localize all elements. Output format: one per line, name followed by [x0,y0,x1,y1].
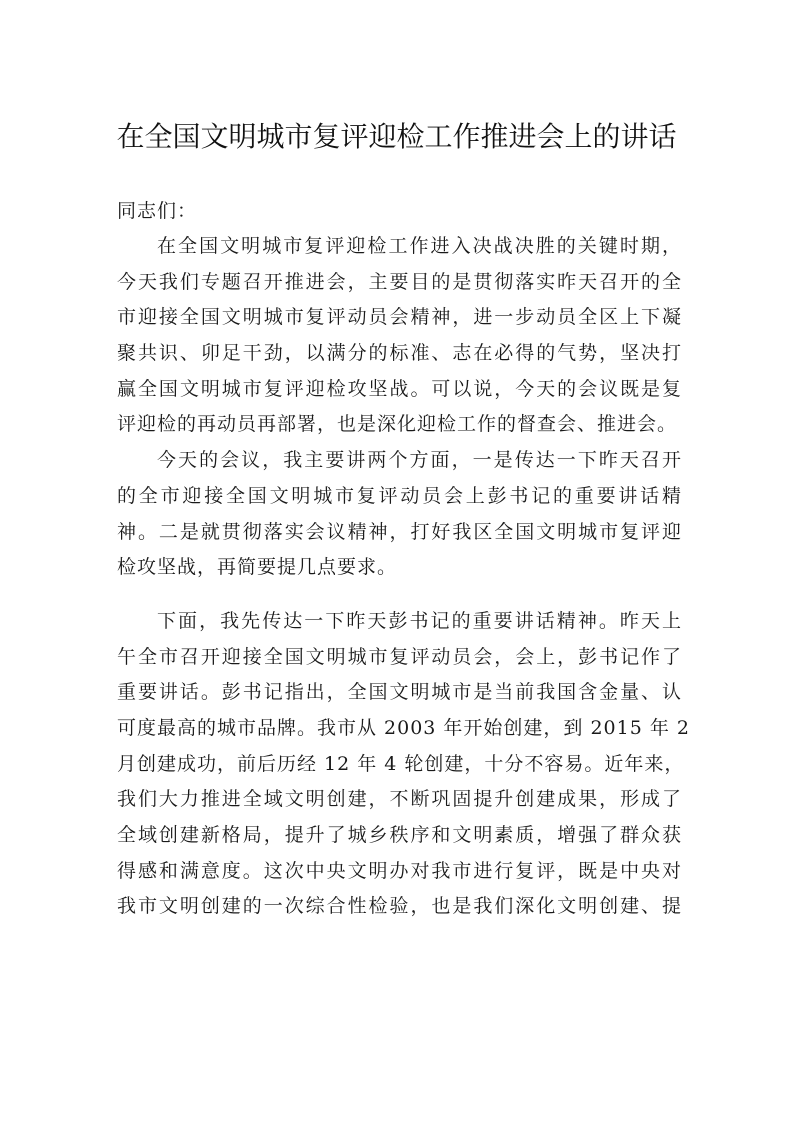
text-line: 可度最高的城市品牌。我市从 2003 年开始创建，到 2015 年 2 [117,716,690,739]
blank-line [117,586,682,604]
text-line: 评迎检的再动员再部署，也是深化迎检工作的督查会、推进会。 [117,413,678,436]
text-line: 重要讲话。彭书记指出，全国文明城市是当前我国含金量、认 [117,681,682,704]
text-line: 市迎接全国文明城市复评动员会精神，进一步动员全区上下凝 [117,306,682,329]
text-line: 今天的会议，我主要讲两个方面，一是传达一下昨天召开 [157,449,682,472]
text-line: 得感和满意度。这次中央文明办对我市进行复评，既是中央对 [117,859,682,882]
text-line: 检攻坚战，再简要提几点要求。 [117,556,398,579]
salutation: 同志们： [117,200,198,222]
text-line: 赢全国文明城市复评迎检攻坚战。可以说，今天的会议既是复 [117,377,682,400]
text-line: 午全市召开迎接全国文明城市复评动员会，会上，彭书记作了 [117,645,682,668]
document-body [117,229,690,925]
document-title: 在全国文明城市复评迎检工作推进会上的讲话 [116,120,677,153]
text-line: 月创建成功，前后历经 12 年 4 轮创建，十分不容易。近年来， [117,752,685,775]
text-line: 聚共识、卯足干劲，以满分的标准、志在必得的气势，坚决打 [117,342,682,365]
text-line: 我们大力推进全域文明创建，不断巩固提升创建成果，形成了 [117,788,682,811]
text-line: 今天我们专题召开推进会，主要目的是贯彻落实昨天召开的全 [117,270,682,293]
text-line: 全域创建新格局，提升了城乡秩序和文明素质，增强了群众获 [117,824,682,846]
text-line: 下面，我先传达一下昨天彭书记的重要讲话精神。昨天上 [157,609,682,632]
text-line: 的全市迎接全国文明城市复评动员会上彭书记的重要讲话精 [117,484,682,507]
text-line: 神。二是就贯彻落实会议精神，打好我区全国文明城市复评迎 [117,520,682,543]
text-line: 我市文明创建的一次综合性检验，也是我们深化文明创建、提 [117,895,682,918]
text-line: 在全国文明城市复评迎检工作进入决战决胜的关键时期， [157,235,682,257]
